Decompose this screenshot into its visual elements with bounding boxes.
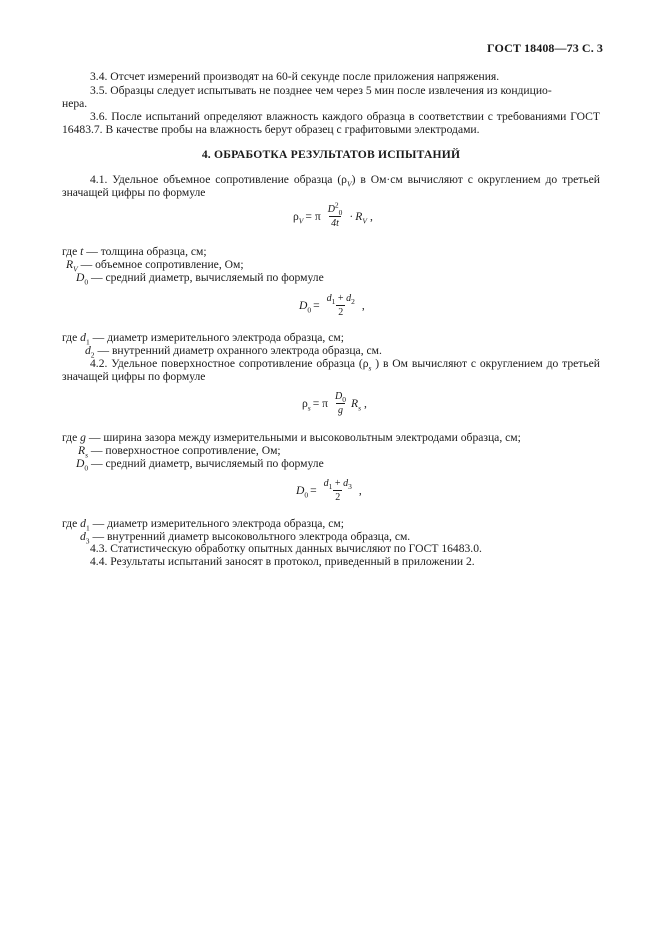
page-header: ГОСТ 18408—73 С. 3 bbox=[487, 41, 603, 55]
fraction: $\frac{d_1 + d_2}{2}$ bbox=[326, 293, 355, 318]
formula-mean-diameter-2: $D_0$ = $\frac{d_1 + d_3}{2}$ , bbox=[296, 478, 362, 503]
formula-mean-diameter-1: $D_0$ = $\frac{d_1 + d_2}{2}$ , bbox=[299, 293, 365, 318]
formula-surface-resistivity: $\rho_s$ = π $\frac{D_0}{g}$ $R_s$ , bbox=[302, 391, 367, 416]
definition-D0-a: $D_0$ — средний диаметр, вычисляемый по формуле bbox=[76, 271, 324, 287]
paragraph-4-1: 4.1. Удельное объемное сопротивление образца $(\rho_V)$ в Ом·см вычисляют с округлением до третьей значащей цифры по формуле bbox=[62, 173, 600, 199]
definition-d1-a: где $d_1$ — диаметр измерительного электрода образца, см; bbox=[62, 331, 344, 347]
definition-d3: $d_3$ — внутренний диаметр высоковольтного электрода образца, см. bbox=[80, 530, 411, 546]
fraction: $\frac{D^2_0}{4t}$ bbox=[327, 200, 343, 229]
section-4-title: 4. ОБРАБОТКА РЕЗУЛЬТАТОВ ИСПЫТАНИЙ bbox=[201, 148, 461, 161]
paragraph-4-4: 4.4. Результаты испытаний заносят в протокол, приведенный в приложении 2. bbox=[90, 555, 475, 568]
paragraph-3-4: 3.4. Отсчет измерений производят на 60-й секунде после приложения напряжения. bbox=[90, 70, 500, 83]
fraction: $\frac{D_0}{g}$ bbox=[335, 391, 346, 416]
definition-Rs: $R_s$ — поверхностное сопротивление, Ом; bbox=[78, 444, 281, 460]
definition-Rv: $R_V$ — объемное сопротивление, Ом; bbox=[66, 258, 244, 274]
definition-g: где g — ширина зазора между измерительными и высоковольтным электродами образца, см; bbox=[62, 431, 521, 444]
paragraph-3-5-line1: 3.5. Образцы следует испытывать не позднее чем через 5 мин после извлечения из кондицио- bbox=[90, 84, 552, 97]
paragraph-4-2: 4.2. Удельное поверхностное сопротивление образца ($\rho_s$ ) в Ом вычисляют с округлением до третьей значащей цифры по формуле bbox=[62, 357, 600, 383]
paragraph-3-6: 3.6. После испытаний определяют влажность каждого образца в соответствии с требованиями ГОСТ 16483.7. В качестве пробы на влажность берут образец с графитовыми электродами. bbox=[62, 110, 600, 136]
definition-t: где t — толщина образца, см; bbox=[62, 245, 207, 258]
paragraph-4-3: 4.3. Статистическую обработку опытных данных вычисляют по ГОСТ 16483.0. bbox=[90, 542, 482, 555]
paragraph-3-5-line2: нера. bbox=[62, 97, 88, 110]
formula-volume-resistivity: $\rho_V$ = π $\frac{D^2_0}{4t}$ · $R_V$ , bbox=[293, 200, 373, 229]
definition-D0-b: $D_0$ — средний диаметр, вычисляемый по формуле bbox=[76, 457, 324, 473]
fraction: $\frac{d_1 + d_3}{2}$ bbox=[323, 478, 352, 503]
definition-d1-b: где $d_1$ — диаметр измерительного электрода образца, см; bbox=[62, 517, 344, 533]
definition-d2: $d_2$ — внутренний диаметр охранного электрода образца, см. bbox=[85, 344, 382, 360]
